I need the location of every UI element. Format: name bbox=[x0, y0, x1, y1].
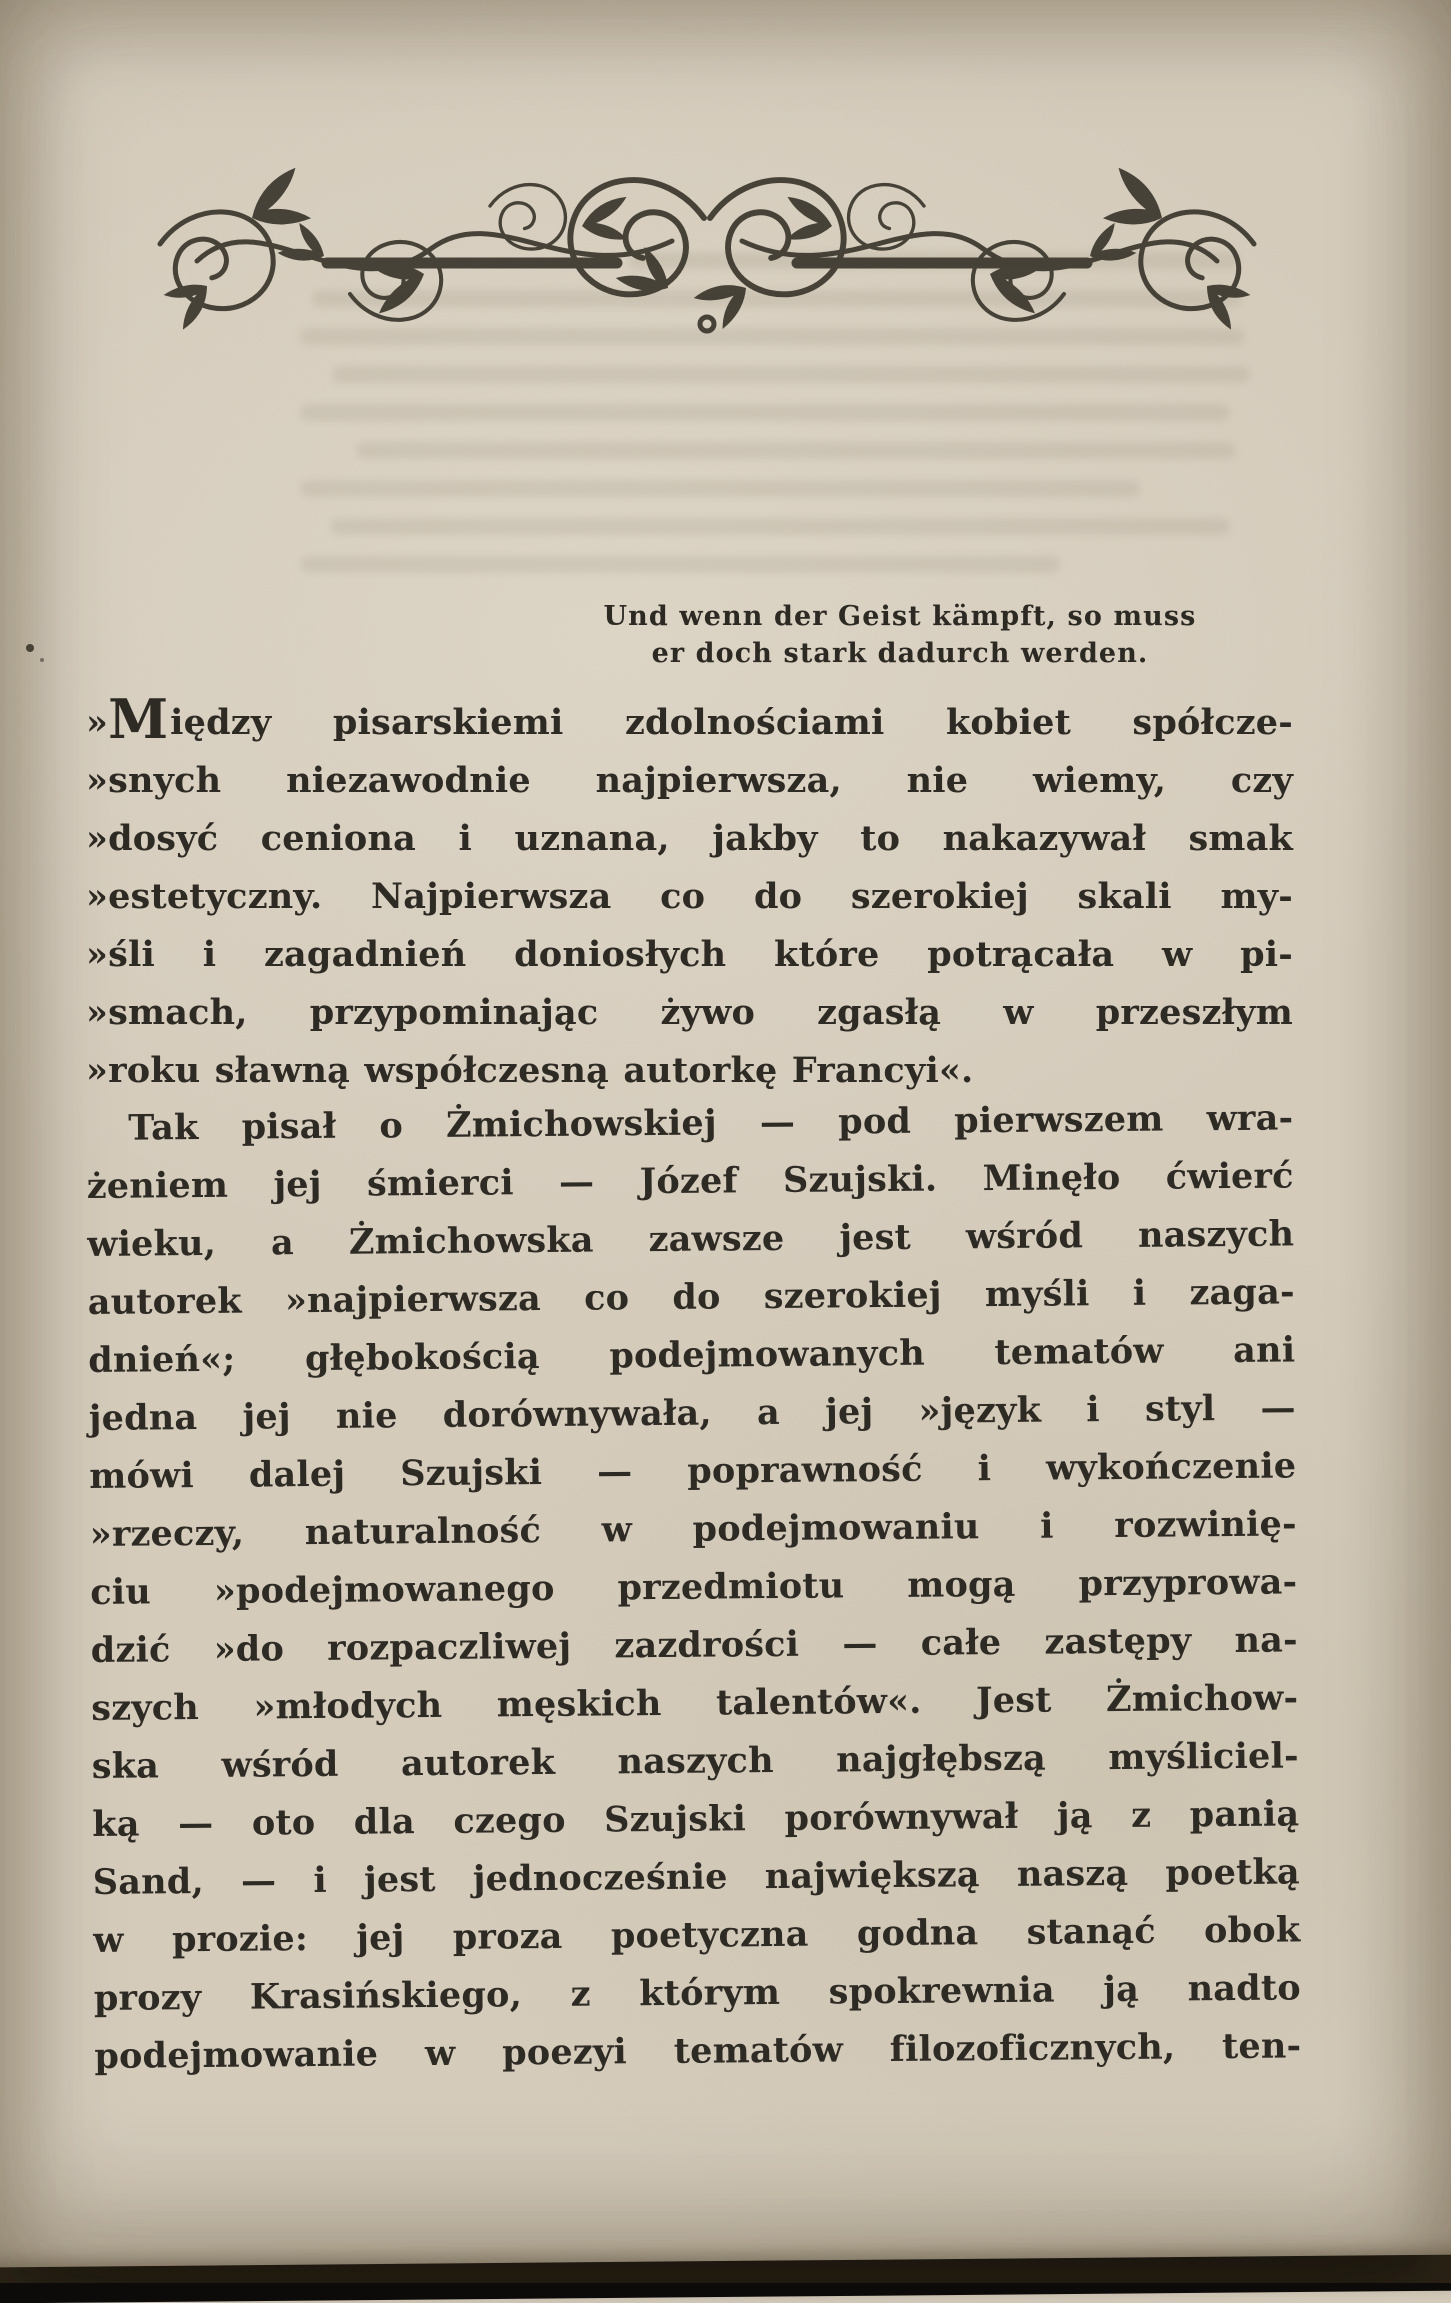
text-line: w prozie: jej proza poetyczna godna stanąć obok bbox=[93, 1909, 1301, 1961]
ink-speck bbox=[40, 658, 44, 662]
bleedthrough-line bbox=[300, 556, 1060, 573]
body-text bbox=[86, 687, 1302, 2086]
floral-headpiece-ornament bbox=[112, 166, 1302, 356]
line-text: iędzy pisarskiemi zdolnościami kobiet spółcze- bbox=[170, 702, 1293, 743]
scan-edge-bottom bbox=[0, 2255, 1451, 2303]
text-line: dnień«; głębokością podejmowanych tematów ani bbox=[88, 1329, 1296, 1381]
text-line: autorek »najpierwsza co do szerokiej myśli i zaga- bbox=[87, 1271, 1295, 1323]
opening-guillemet: » bbox=[86, 702, 109, 743]
text-line: ką — oto dla czego Szujski porównywał ją z panią bbox=[92, 1793, 1300, 1845]
epigraph bbox=[540, 598, 1260, 672]
bleedthrough-line bbox=[356, 442, 1236, 459]
text-line: Tak pisał o Żmichowskiej — pod pierwszem wra- bbox=[128, 1097, 1294, 1149]
text-line: »dosyć ceniona i uznana, jakby to nakazywał smak bbox=[86, 818, 1293, 859]
paragraph bbox=[86, 1089, 1302, 2085]
text-line: wieku, a Żmichowska zawsze jest wśród naszych bbox=[87, 1213, 1295, 1265]
text-line: prozy Krasińskiego, z którym spokrewnia ją nadto bbox=[93, 1967, 1301, 2019]
paragraph bbox=[86, 687, 1293, 1100]
bleedthrough-line bbox=[332, 366, 1250, 383]
text-line: ska wśród autorek naszych najgłębszą myśliciel- bbox=[91, 1735, 1299, 1787]
text-line: mówi dalej Szujski — poprawność i wykończenie bbox=[89, 1445, 1297, 1497]
epigraph-line: Und wenn der Geist kämpft, so muss bbox=[603, 601, 1197, 632]
text-line: podejmowanie w poezyi tematów filozoficznych, ten- bbox=[94, 2025, 1302, 2077]
text-line: żeniem jej śmierci — Józef Szujski. Minęło ćwierć bbox=[86, 1155, 1294, 1207]
text-line: »estetyczny. Najpierwsza co do szerokiej skali my- bbox=[86, 876, 1293, 917]
text-line: dzić »do rozpaczliwej zazdrości — całe zastępy na- bbox=[90, 1619, 1298, 1671]
text-line: »śli i zagadnień doniosłych które potrącała w pi- bbox=[86, 934, 1293, 975]
ink-speck bbox=[26, 644, 34, 652]
text-line: »roku sławną współczesną autorkę Francyi«. bbox=[86, 1050, 974, 1091]
epigraph-line: er doch stark dadurch werden. bbox=[651, 638, 1149, 669]
text-line: »smach, przypominając żywo zgasłą w przeszłym bbox=[86, 992, 1293, 1033]
text-line: »snych niezawodnie najpierwsza, nie wiemy, czy bbox=[86, 760, 1293, 801]
text-line: ciu »podejmowanego przedmiotu mogą przyprowa- bbox=[90, 1561, 1298, 1613]
initial-capital: M bbox=[108, 687, 169, 752]
text-line: »rzeczy, naturalność w podejmowaniu i rozwinię- bbox=[89, 1503, 1297, 1555]
text-line bbox=[86, 687, 1293, 752]
text-line: jedna jej nie dorównywała, a jej »język i styl — bbox=[88, 1387, 1296, 1439]
text-line: Sand, — i jest jednocześnie największą naszą poetką bbox=[92, 1851, 1300, 1903]
text-line: szych »młodych męskich talentów«. Jest Żmichow- bbox=[91, 1677, 1299, 1729]
bleedthrough-line bbox=[300, 404, 1230, 421]
bleedthrough-line bbox=[330, 518, 1230, 535]
bleedthrough-line bbox=[300, 480, 1140, 497]
